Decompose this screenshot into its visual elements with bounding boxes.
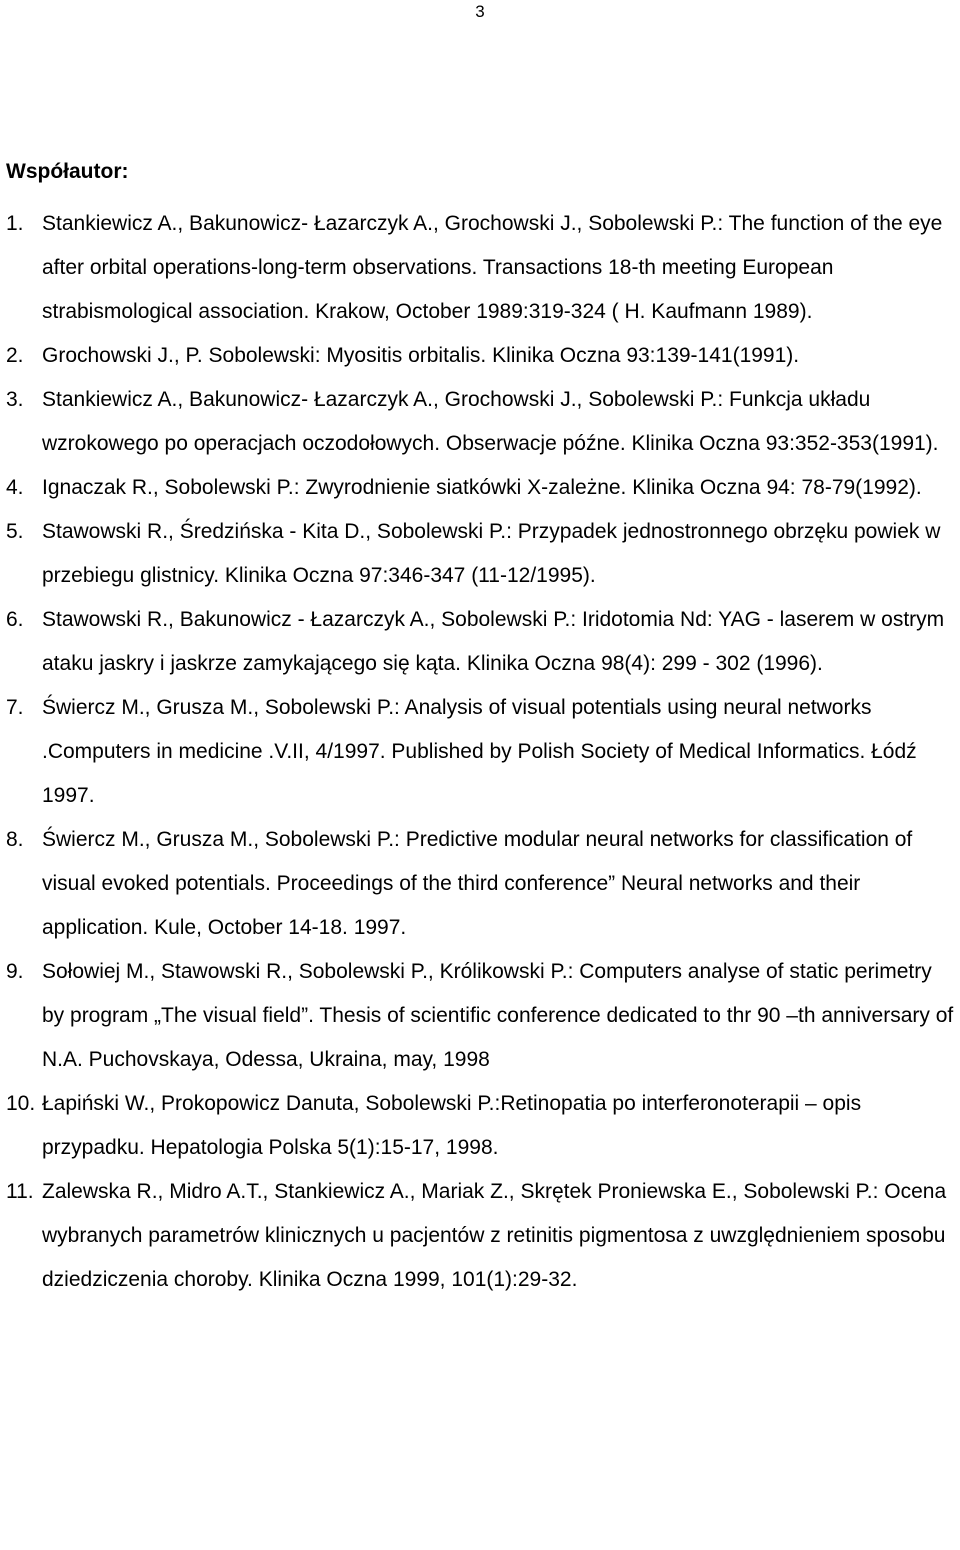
item-text: Stankiewicz A., Bakunowicz- Łazarczyk A., Grochowski J., Sobolewski P.: The function of the eye after orbital operations-long-term observations. Transactions 18-th meeting European strabismological association. Krakow, October 1989:319-324 ( H. Kaufmann 1989). <box>42 212 943 323</box>
item-number: 8. <box>6 828 24 851</box>
page-number: 3 <box>475 2 485 21</box>
publication-item <box>6 598 956 686</box>
item-text: Łapiński W., Prokopowicz Danuta, Sobolewski P.:Retinopatia po interferonoterapii – opis przypadku. Hepatologia Polska 5(1):15-17, 1998. <box>42 1092 862 1159</box>
publication-item <box>6 1082 956 1170</box>
item-number: 10. <box>6 1092 36 1115</box>
item-number: 9. <box>6 960 24 983</box>
item-number: 3. <box>6 388 24 411</box>
item-text: Ignaczak R., Sobolewski P.: Zwyrodnienie siatkówki X-zależne. Klinika Oczna 94: 78-79(1992). <box>42 476 922 499</box>
item-text: Stankiewicz A., Bakunowicz- Łazarczyk A., Grochowski J., Sobolewski P.: Funkcja układu wzrokowego po operacjach oczodołowych. Obserwacje późne. Klinika Oczna 93:352-353(1991). <box>42 388 939 455</box>
publication-item <box>6 202 956 334</box>
item-text: Świercz M., Grusza M., Sobolewski P.: Analysis of visual potentials using neural networks .Computers in medicine .V.II, 4/1997. Published by Polish Society of Medical Informatics. Łódź 1997. <box>42 696 917 807</box>
item-text: Stawowski R., Bakunowicz - Łazarczyk A., Sobolewski P.: Iridotomia Nd: YAG - laserem w ostrym ataku jaskry i jaskrze zamykającego się kąta. Klinika Oczna 98(4): 299 - 302 (1996). <box>42 608 945 675</box>
publication-item <box>6 378 956 466</box>
item-number: 6. <box>6 608 24 631</box>
item-text: Świercz M., Grusza M., Sobolewski P.: Predictive modular neural networks for classification of visual evoked potentials. Proceedings of the third conference” Neural networks and their application. Kule, October 14-18. 1997. <box>42 828 913 939</box>
publication-list <box>6 202 956 1302</box>
item-text: Sołowiej M., Stawowski R., Sobolewski P., Królikowski P.: Computers analyse of static perimetry by program „The visual field”. Thesis of scientific conference dedicated to thr 90 –th anniversary of N.A. Puchovskaya, Odessa, Ukraina, may, 1998 <box>42 960 954 1071</box>
item-number: 5. <box>6 520 24 543</box>
publication-item <box>6 334 956 378</box>
item-number: 7. <box>6 696 24 719</box>
item-number: 11. <box>6 1180 34 1203</box>
section-heading: Współautor: <box>6 160 129 183</box>
publication-item <box>6 510 956 598</box>
item-text: Stawowski R., Średzińska - Kita D., Sobolewski P.: Przypadek jednostronnego obrzęku powiek w przebiegu glistnicy. Klinika Oczna 97:346-347 (11-12/1995). <box>42 520 941 587</box>
item-number: 1. <box>6 212 24 235</box>
publication-item <box>6 466 956 510</box>
item-text: Zalewska R., Midro A.T., Stankiewicz A., Mariak Z., Skrętek Proniewska E., Sobolewski P.: Ocena wybranych parametrów klinicznych u pacjentów z retinitis pigmentosa z uwzględnieniem sposobu dziedziczenia choroby. Klinika Oczna 1999, 101(1):29-32. <box>42 1180 947 1291</box>
item-number: 4. <box>6 476 24 499</box>
item-text: Grochowski J., P. Sobolewski: Myositis orbitalis. Klinika Oczna 93:139-141(1991). <box>42 344 800 367</box>
publication-item <box>6 818 956 950</box>
publication-item <box>6 686 956 818</box>
item-number: 2. <box>6 344 24 367</box>
publication-item <box>6 1170 956 1302</box>
publication-item <box>6 950 956 1082</box>
